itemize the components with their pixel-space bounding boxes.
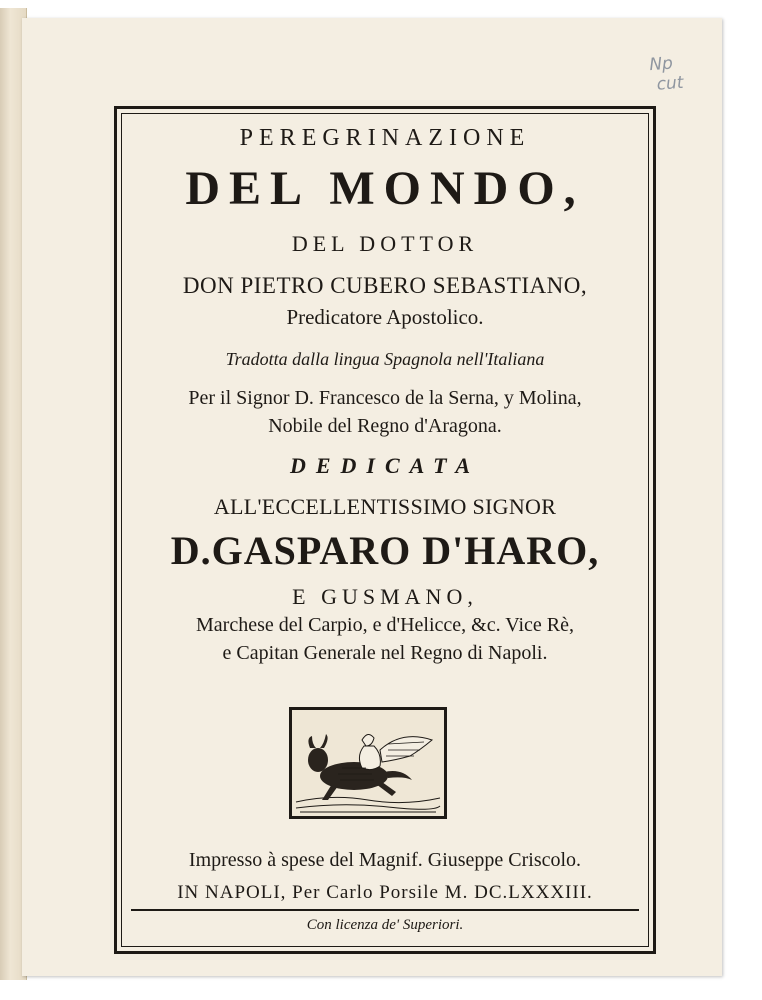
title-page <box>22 18 722 976</box>
pencil-annotation <box>649 53 685 95</box>
dedicatee-surname: E GUSMANO, <box>292 584 478 609</box>
author-prefix: DEL DOTTOR <box>291 231 479 256</box>
dedication-address: ALL'ECCELLENTISSIMO SIGNOR <box>213 494 557 519</box>
dedication-heading: DEDICATA <box>289 453 481 478</box>
europa-bull-woodcut-image <box>289 707 447 819</box>
author-name: DON PIETRO CUBERO SEBASTIANO, <box>182 273 588 298</box>
place-and-date: IN NAPOLI, Per Carlo Porsile M. DC.LXXXIII. <box>177 882 593 903</box>
title-page-text <box>117 109 653 951</box>
dedicatee-titles: Marchese del Carpio, e d'Helicce, &c. Vice Rè, <box>196 614 574 636</box>
dedicatee-name: D.GASPARO D'HARO, <box>170 528 600 573</box>
title-line: PEREGRINAZIONE <box>239 125 531 151</box>
license-note: Con licenza de' Superiori. <box>306 917 464 933</box>
main-title: DEL MONDO, <box>185 162 585 215</box>
pencil-note-line: cut <box>656 72 685 95</box>
translation-note: Tradotta dalla lingua Spagnola nell'Italiana <box>225 349 545 369</box>
translator-line: Per il Signor D. Francesco de la Serna, y Molina, <box>188 387 582 409</box>
pencil-note-line: Np <box>648 53 674 76</box>
translator-origin: Nobile del Regno d'Aragona. <box>268 415 502 437</box>
footer-divider <box>131 909 639 911</box>
author-title: Predicatore Apostolico. <box>286 305 484 329</box>
dedicatee-office: e Capitan Generale nel Regno di Napoli. <box>222 642 548 664</box>
printed-border-frame <box>114 106 656 954</box>
printer-imprint: Impresso à spese del Magnif. Giuseppe Criscolo. <box>188 849 582 871</box>
